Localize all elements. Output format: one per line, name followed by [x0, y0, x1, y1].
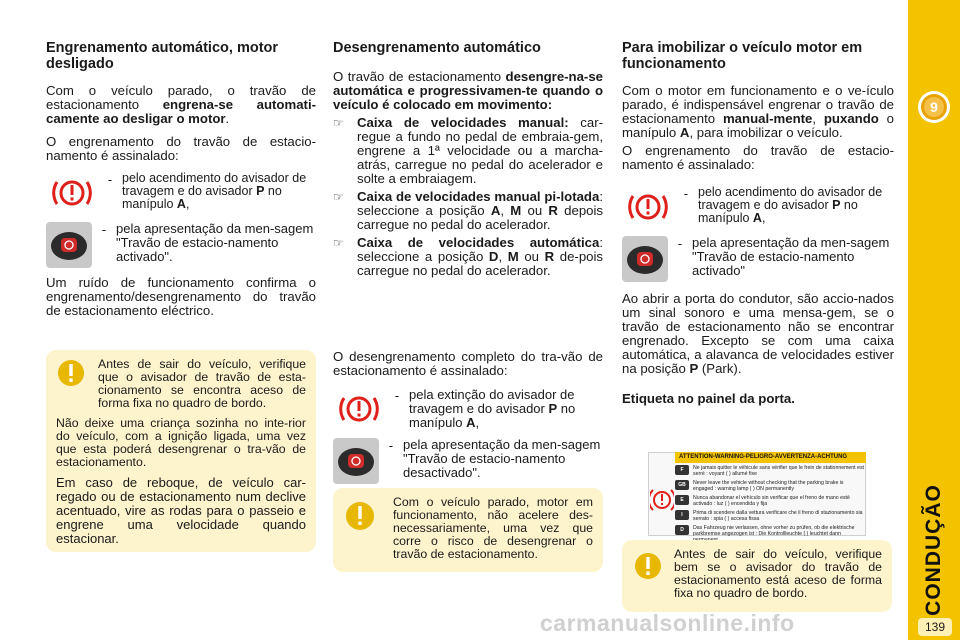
- chapter-title: CONDUÇÃO: [922, 484, 946, 616]
- paragraph: Ao abrir a porta do condutor, são accio-nados um sinal sonoro e uma mensa-gem, se o travão de estacionamento não se encontrar engrenado. Excepto se com uma caixa automática, a alavanca de velocidades estiver na posição P (Park).: [622, 291, 894, 376]
- parking-brake-lever-icon: [46, 222, 92, 268]
- parking-brake-lever-icon: [622, 236, 668, 282]
- brake-warning-icon: [46, 172, 98, 214]
- label-row: I Prima di scendere dalla vettura verificare che il freno di stazionamento sia serrato : spia ( ) accesa fissa: [675, 510, 865, 522]
- note-box: Antes de sair do veículo, verifique bem se o avisador do travão de estacionamento está aceso de forma fixa no quadro de bordo.: [622, 540, 892, 612]
- paragraph: O desengrenamento completo do tra-vão de estacionamento é assinalado:: [333, 349, 603, 378]
- label-row: F Ne jamais quitter le véhicule sans vérifier que le frein de stationnement est serré : voyant ( ) allumé fixe: [675, 465, 865, 477]
- note-box: Antes de sair do veículo, verifique que o avisador de travão de esta-cionamento se encontra aceso de forma fixa no quadro de bordo. Não deixe uma criança sozinha no inte-rior do veículo, com a ignição ligada, uma vez que esta poderá desengrenar o tra-vão de estacionamento. Em caso de reboque, de veículo car-regado ou de estacionamento num declive acentuado, vire as rodas para o passeio e engrene uma velocidade quando estacionar.: [46, 350, 316, 552]
- indicator-row: - pelo acendimento do avisador de travagem e do avisador P no manípulo A,: [46, 172, 316, 214]
- label-banner: ATTENTION-WARNING-PELIGRO-AVVERTENZA-ACHTUNG: [675, 452, 866, 463]
- section-title: Desengrenamento automático: [333, 40, 541, 56]
- watermark: carmanualsonline.info: [540, 610, 795, 636]
- caution-icon: [343, 496, 393, 568]
- chapter-number-badge: [917, 90, 951, 129]
- column-immobilize: [622, 40, 894, 415]
- svg-text:9: 9: [930, 99, 938, 115]
- column-release-indicators: [333, 350, 603, 492]
- label-row: GB Never leave the vehicle without checking that the parking brake is engaged : warning lamp ( ) ON permanently: [675, 480, 865, 492]
- paragraph: Um ruído de funcionamento confirma o engrenamento/desengrenamento do travão de estacionamento eléctrico.: [46, 275, 316, 318]
- brake-warning-icon: [622, 186, 674, 228]
- column-auto-release: [333, 40, 603, 282]
- paragraph: O travão de estacionamento desengre-na-se automática e progressivamen-te quando o veículo é colocado em movimento:: [333, 69, 603, 112]
- label-row: D Das Fahrzeug nie verlassen, ohne vorher zu prüfen, ob die elektrische parkbremse angezogen ist : Die Kontrollleuchte ( ) leuchtet dann: [675, 525, 865, 543]
- pointing-hand-icon: ☞: [333, 190, 344, 204]
- label-row: E Nunca abandonar el vehículo sin verificar que el freno de mano esté activado : luz ( ) encendida y fija: [675, 495, 865, 507]
- section-title: Engrenamento automático, motor desligado: [46, 40, 279, 72]
- indicator-row: - pela apresentação da men-sagem "Travão de estacio-namento desactivado".: [333, 438, 603, 484]
- brake-warning-icon: [333, 388, 385, 430]
- caution-icon: [632, 548, 674, 607]
- brake-warning-icon: [650, 470, 674, 535]
- indicator-text: pela extinção do avisador de travagem e do avisador P no manípulo A,: [409, 387, 576, 430]
- indicator-row: - pela apresentação da men-sagem "Travão de estacio-namento activado": [622, 236, 894, 282]
- bullet-item: ☞ Caixa de velocidades manual: car-regue a fundo no pedal de embraia-gem, engrene a 1ª velocidade ou a marcha-atrás, carregue no pedal do acelerador e solte a embraiagem.: [333, 115, 603, 186]
- caution-icon: [56, 358, 98, 417]
- indicator-row: - pela apresentação da men-sagem "Travão de estacio-namento activado".: [46, 222, 316, 268]
- paragraph: Com o motor em funcionamento e o ve-ículo parado, é indispensável engrenar o travão de estacionamento manual-mente, puxando o manípulo A, para imobilizar o veículo.: [622, 83, 895, 140]
- parking-brake-lever-icon: [333, 438, 379, 484]
- pointing-hand-icon: ☞: [333, 116, 344, 130]
- indicator-text: pelo acendimento do avisador de travagem e do avisador P no manípulo A,: [698, 185, 883, 225]
- label-heading: Etiqueta no painel da porta.: [622, 391, 795, 406]
- paragraph: O engrenamento do travão de estacio-namento é assinalado:: [46, 134, 316, 163]
- note-box: Com o veículo parado, motor em funcionamento, não acelere des-necessariamente, uma vez que corre o risco de desengrenar o travão de estacionamento.: [333, 488, 603, 572]
- page-number: 139: [918, 618, 952, 636]
- indicator-text: pela apresentação da men-sagem "Travão de estacio-namento activado": [692, 235, 890, 278]
- paragraph: Com o veículo parado, o travão de estacionamento engrena-se automati-camente ao desligar o motor.: [46, 83, 316, 126]
- section-title: Para imobilizar o veículo motor em funcionamento: [622, 40, 863, 72]
- bullet-item: ☞ Caixa de velocidades automática: seleccione a posição D, M ou R de-pois carregue no pedal do acelerador.: [333, 235, 604, 278]
- indicator-row: - pela extinção do avisador de travagem e do avisador P no manípulo A,: [333, 388, 603, 430]
- pointing-hand-icon: ☞: [333, 236, 344, 250]
- bullet-item: ☞ Caixa de velocidades manual pi-lotada: seleccione a posição A, M ou R depois carregue no pedal do acelerador.: [333, 189, 604, 232]
- indicator-text: pela apresentação da men-sagem "Travão de estacio-namento activado".: [116, 221, 314, 264]
- indicator-text: pela apresentação da men-sagem "Travão de estacio-namento desactivado".: [403, 437, 601, 480]
- indicator-text: pelo acendimento do avisador de travagem e do avisador P no manípulo A,: [122, 171, 307, 211]
- label-rows: [675, 465, 865, 546]
- paragraph: O engrenamento do travão de estacio-namento é assinalado:: [622, 143, 894, 172]
- indicator-row: - pelo acendimento do avisador de travagem e do avisador P no manípulo A,: [622, 186, 894, 228]
- column-auto-engage: [46, 40, 316, 327]
